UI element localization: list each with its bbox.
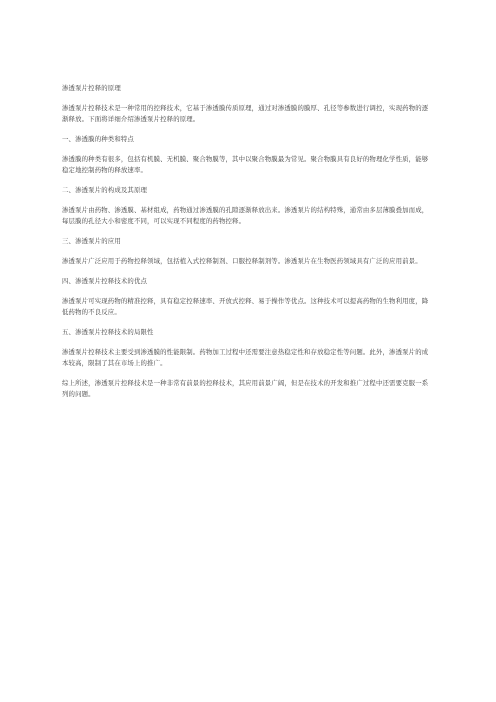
section-4-heading: 四、渗透泵片控释技术的优点 — [62, 277, 148, 285]
section-5-body: 渗透泵片控释技术主要受到渗透膜的性能限制。药物加工过程中还需要注意热稳定性和存放稳定性等问题。此外，渗透泵片的成本较高，限制了其在市场上的推广。 — [62, 348, 429, 367]
document-page — [62, 83, 434, 409]
conclusion-paragraph: 综上所述，渗透泵片控释技术是一种非常有前景的控释技术，其应用前景广阔，但是在技术的开发和推广过程中还需要克服一系列的问题。 — [62, 379, 429, 398]
section-3-body: 渗透泵片广泛应用于药物控释领域，包括植入式控释制剂、口服控释制剂等。渗透泵片在生物医药领域具有广泛的应用前景。 — [62, 257, 422, 265]
section-5-heading: 五、渗透泵片控释技术的局限性 — [62, 328, 154, 336]
section-2-heading: 二、渗透泵片的构成及其原理 — [62, 186, 148, 194]
section-4-body: 渗透泵片可实现药物的精准控释，具有稳定控释速率、开放式控释、易于操作等优点。这种技术可以提高药物的生物利用度，降低药物的不良反应。 — [62, 297, 429, 316]
intro-paragraph: 渗透泵片控释技术是一种常用的控释技术，它基于渗透膜传质原理，通过对渗透膜的膜厚、孔径等参数进行调控，实现药物的逐渐释放。下面将详细介绍渗透泵片控释的原理。 — [62, 104, 429, 123]
section-1-heading: 一、渗透膜的种类和特点 — [62, 135, 134, 143]
section-3-heading: 三、渗透泵片的应用 — [62, 237, 121, 245]
document-title: 渗透泵片控释的原理 — [62, 84, 121, 92]
section-1-body: 渗透膜的种类有很多，包括有机膜、无机膜、聚合物膜等，其中以聚合物膜最为常见。聚合物膜具有良好的物理化学性质，能够稳定地控制药物的释放速率。 — [62, 155, 429, 174]
section-2-body: 渗透泵片由药物、渗透膜、基材组成，药物通过渗透膜的孔隙逐渐释放出来。渗透泵片的结构特殊，通常由多层薄膜叠加而成，每层膜的孔径大小和密度不同，可以实现不同程度的药物控释。 — [62, 206, 429, 225]
